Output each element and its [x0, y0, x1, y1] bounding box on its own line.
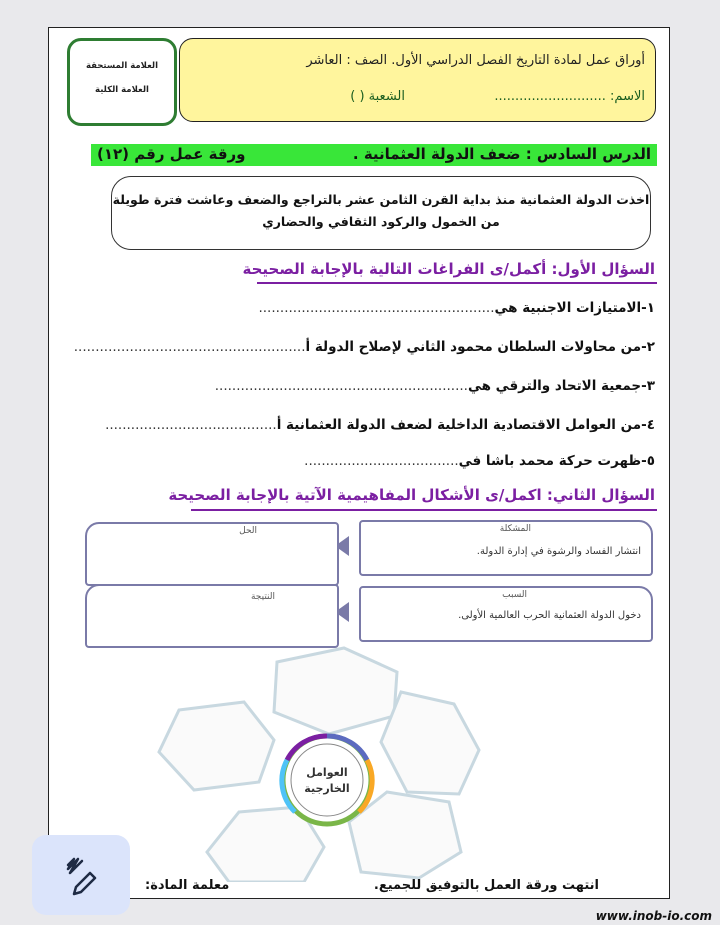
intro-line-1: اخذت الدولة العثمانية منذ بداية القرن الثامن عشر بالتراجع والضعف وعاشت فترة طويلة [112, 192, 650, 207]
question-1-item: ٤-من العوامل الاقتصادية الداخلية لضعف الدولة العثمانية أ........................................ [105, 417, 655, 433]
header-course-line: أوراق عمل لمادة التاريخ الفصل الدراسي الأول. الصف : العاشر [306, 53, 645, 68]
header-box [179, 38, 656, 122]
question-1-item: ٢-من محاولات السلطان محمود الثاني لإصلاح الدولة أ...................................................... [73, 339, 655, 355]
problem-text: انتشار الفساد والرشوة في إدارة الدولة. [476, 546, 641, 557]
intro-line-2: من الخمول والركود الثقافي والحضاري [262, 214, 500, 229]
edit-button[interactable] [32, 835, 130, 915]
marks-deserved-label: العلامة المستحقة [85, 61, 159, 71]
question-2-title: السؤال الثاني: اكمل/ى الأشكال المفاهيمية الآتية بالإجابة الصحيحة [168, 486, 655, 504]
external-factors-diagram [149, 642, 489, 882]
question-1-item: ٣-جمعية الاتحاد والترقي هي........................................................... [214, 378, 655, 394]
pen-scribble-icon [32, 835, 130, 915]
center-circle [291, 744, 363, 816]
result-box[interactable] [85, 584, 339, 648]
petal-top[interactable] [274, 648, 397, 734]
question-1-item: ٥-ظهرت حركة محمد باشا في.................................... [304, 453, 655, 469]
question-1-title: السؤال الأول: أكمل/ى الفراغات التالية بالإجابة الصحيحة [242, 260, 655, 278]
cause-label: السبب [502, 590, 527, 600]
header-section-field: الشعبة ( ) [350, 89, 405, 104]
worksheet-number: ورقة عمل رقم (١٢) [97, 145, 246, 163]
petal-right[interactable] [381, 692, 479, 794]
center-line-2: الخارجية [304, 782, 350, 795]
cause-box [359, 586, 653, 642]
question-1-underline [257, 282, 657, 284]
lesson-title: الدرس السادس : ضعف الدولة العثمانية . [352, 145, 651, 163]
question-1-item: ١-الامتيازات الاجنبية هي....................................................... [258, 300, 655, 316]
marks-total-label: العلامة الكلية [95, 85, 149, 95]
watermark: www.inob-io.com [595, 909, 712, 923]
marks-box [67, 38, 177, 126]
intro-paragraph [111, 176, 651, 250]
result-label: النتيجة [250, 592, 275, 602]
petal-left[interactable] [159, 702, 274, 790]
solution-label: الحل [239, 526, 257, 536]
header-name-field: الاسم: ........................... [494, 89, 645, 104]
cause-text: دخول الدولة العثمانية الحرب العالمية الأولى. [458, 610, 641, 621]
lesson-title-bar [91, 144, 657, 166]
teacher-label: معلمة المادة: [145, 878, 230, 893]
question-2-underline [191, 509, 657, 511]
problem-box [359, 520, 653, 576]
worksheet-page [48, 27, 670, 899]
center-line-1: العوامل [306, 766, 348, 779]
closing-message: انتهت ورقة العمل بالتوفيق للجميع. [373, 878, 599, 893]
problem-label: المشكلة [499, 524, 531, 534]
solution-box[interactable] [85, 522, 339, 586]
